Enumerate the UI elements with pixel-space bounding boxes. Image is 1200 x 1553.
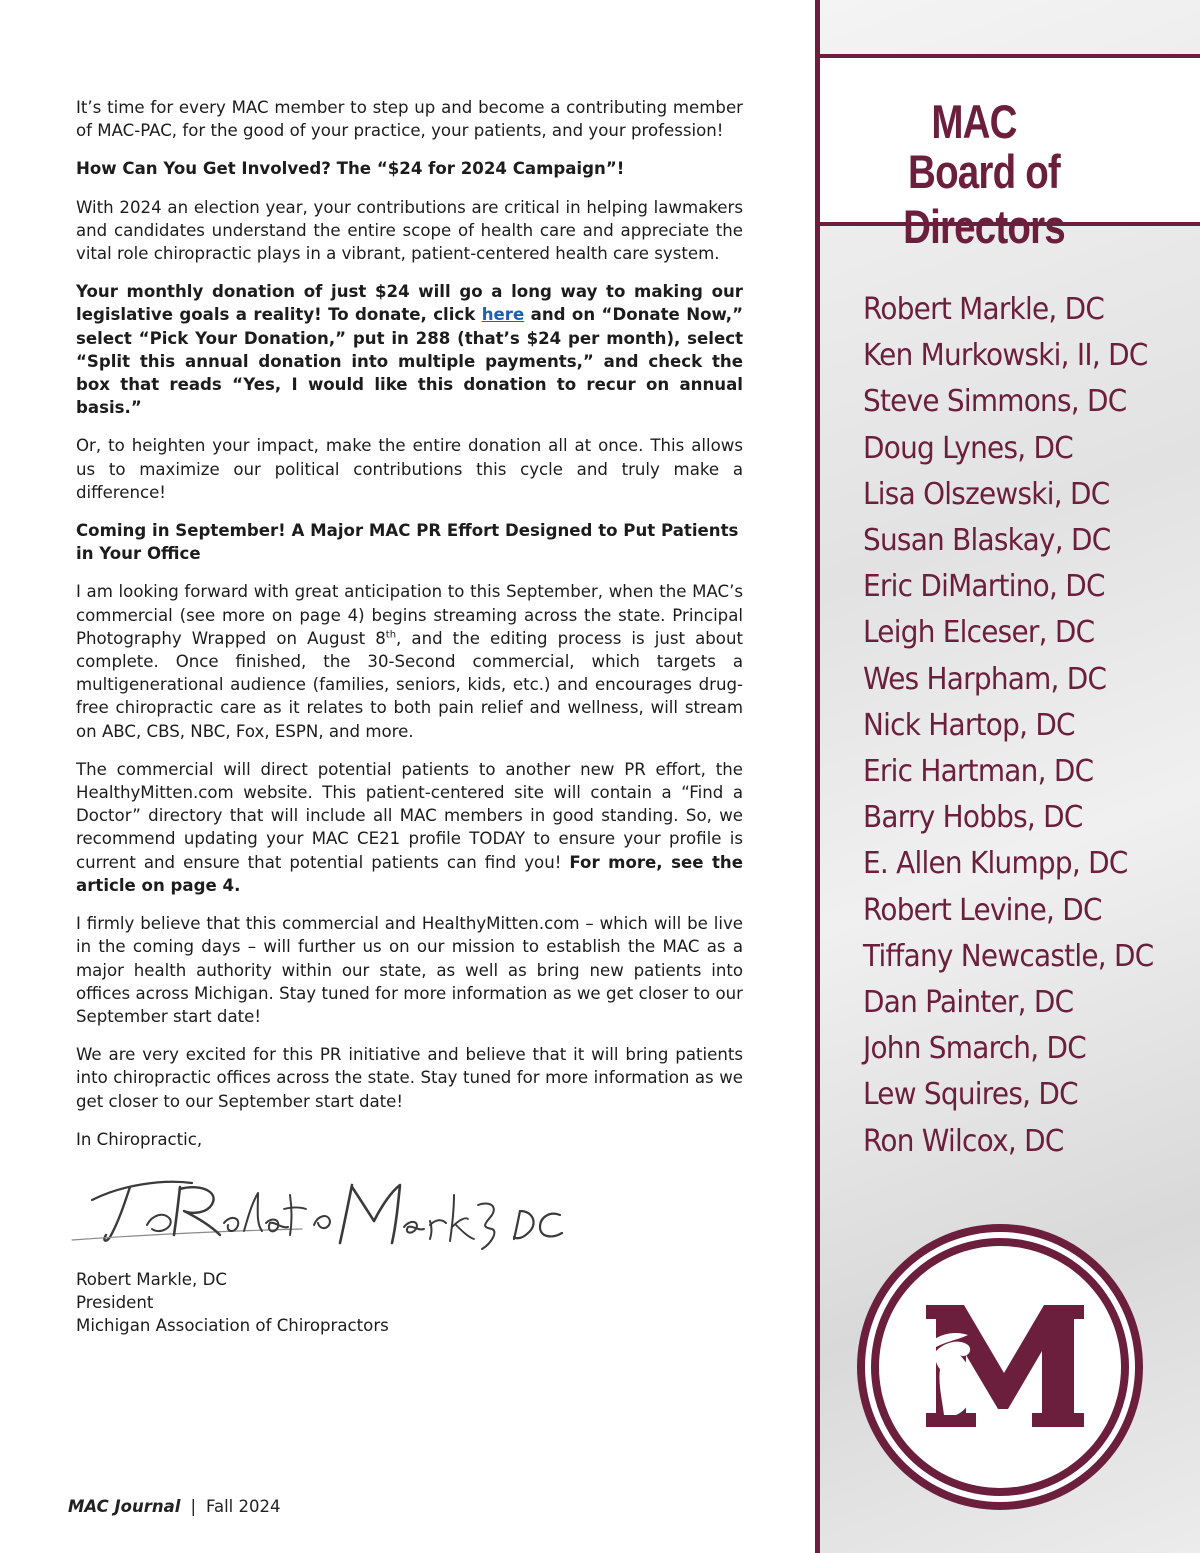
paragraph-excited: We are very excited for this PR initiative and believe that it will bring patients into chiropractic offices across the state. Stay tuned for more information as we get closer to our September start date! <box>76 1045 743 1111</box>
donate-text-after: and on “Donate Now,” select “Pick Your Donation,” put in 288 (that’s $24 per month), select “Split this annual donation into multiple payments,” and check the box that reads “Yes, I would like this donation to recur on annual basis.” <box>76 305 743 418</box>
signature-block <box>76 1268 389 1338</box>
board-member: Leigh Elceser, DC <box>863 615 1095 651</box>
footer-journal-name: MAC Journal <box>68 1497 181 1516</box>
board-member: Steve Simmons, DC <box>863 384 1127 420</box>
paragraph-believe: I firmly believe that this commercial and HealthyMitten.com – which will be live in the coming days – will further us on our mission to establish the MAC as a major health authority within our state, as well as bring new patients into offices across Michigan. Stay tuned for more information as we get closer to our September start date! <box>76 914 743 1026</box>
board-title-mac: MAC <box>931 95 1017 148</box>
paragraph-donate <box>76 280 743 419</box>
board-member: Lew Squires, DC <box>863 1077 1078 1113</box>
board-member: Eric DiMartino, DC <box>863 569 1105 605</box>
board-member: Ken Murkowski, II, DC <box>863 338 1148 374</box>
donate-here-link[interactable]: here <box>481 305 525 325</box>
page-footer <box>68 1497 281 1516</box>
paragraph-impact: Or, to heighten your impact, make the entire donation all at once. This allows us to maximize our political contributions this cycle and truly make a difference! <box>76 436 743 502</box>
see-article-text: For more, see the article on page 4. <box>76 852 743 895</box>
signer-organization: Michigan Association of Chiropractors <box>76 1316 389 1336</box>
board-title-box <box>820 54 1200 253</box>
board-member-list <box>863 287 1193 1165</box>
board-member: Ron Wilcox, DC <box>863 1123 1064 1159</box>
board-member: Tiffany Newcastle, DC <box>863 938 1154 974</box>
board-member: Barry Hobbs, DC <box>863 800 1083 836</box>
paragraph-healthymitten <box>76 758 743 897</box>
board-member: Nick Hartop, DC <box>863 707 1075 743</box>
closing: In Chiropractic, <box>76 1129 203 1149</box>
footer-separator: | <box>190 1497 196 1516</box>
date-superscript: th <box>385 629 397 641</box>
board-member: Susan Blaskay, DC <box>863 523 1111 559</box>
letter-body <box>76 96 743 1166</box>
mac-logo-icon <box>856 1223 1144 1511</box>
commercial-text-before: I am looking forward with great anticipation to this September, when the MAC’s commercial (see more on page 4) begins streaming across the state. Principal Photography Wrapped on August 8 <box>76 582 743 648</box>
board-member: Robert Levine, DC <box>863 892 1102 928</box>
footer-issue: Fall 2024 <box>206 1497 281 1516</box>
paragraph-intro: It’s time for every MAC member to step up and become a contributing member of MAC-PAC, for the good of your practice, your patients, and your profession! <box>76 98 743 141</box>
board-member: Eric Hartman, DC <box>863 754 1094 790</box>
board-member: E. Allen Klumpp, DC <box>863 846 1128 882</box>
board-member: Dan Painter, DC <box>863 985 1074 1021</box>
signature-image <box>52 1165 572 1260</box>
board-title-directors: Board of Directors <box>903 145 1065 253</box>
paragraph-commercial <box>76 580 743 742</box>
board-member: John Smarch, DC <box>863 1031 1086 1067</box>
board-member: Doug Lynes, DC <box>863 430 1073 466</box>
heading-coming-september: Coming in September! A Major MAC PR Effort Designed to Put Patients in Your Office <box>76 521 739 564</box>
donate-text-before: Your monthly donation of just $24 will go a long way to making our legislative goals a reality! To donate, click <box>76 282 743 325</box>
signer-name: Robert Markle, DC <box>76 1270 227 1289</box>
paragraph-election-year: With 2024 an election year, your contributions are critical in helping lawmakers and candidates understand the entire scope of health care and appreciate the vital role chiropractic plays in a vibrant, patient-centered health care system. <box>76 197 743 264</box>
signer-title: President <box>76 1293 154 1313</box>
heading-get-involved: How Can You Get Involved? The “$24 for 2024 Campaign”! <box>76 159 625 179</box>
board-member: Lisa Olszewski, DC <box>863 476 1110 512</box>
sidebar-divider-line <box>815 0 820 1553</box>
board-member: Robert Markle, DC <box>863 292 1105 327</box>
commercial-text-after: , and the editing process is just about complete. Once finished, the 30-Second commercial, which targets a multigenerational audience (families, seniors, kids, etc.) and encourages drug-free chiropractic care as it relates to both pain relief and wellness, will stream on ABC, CBS, NBC, Fox, ESPN, and more. <box>76 628 743 741</box>
board-member: Wes Harpham, DC <box>863 661 1107 697</box>
healthymitten-text: The commercial will direct potential patients to another new PR effort, the HealthyMitten.com website. This patient-centered site will contain a “Find a Doctor” directory that will include all MAC members in good standing. So, we recommend updating your MAC CE21 profile TODAY to ensure your profile is current and ensure that potential patients can find you! <box>76 759 743 872</box>
